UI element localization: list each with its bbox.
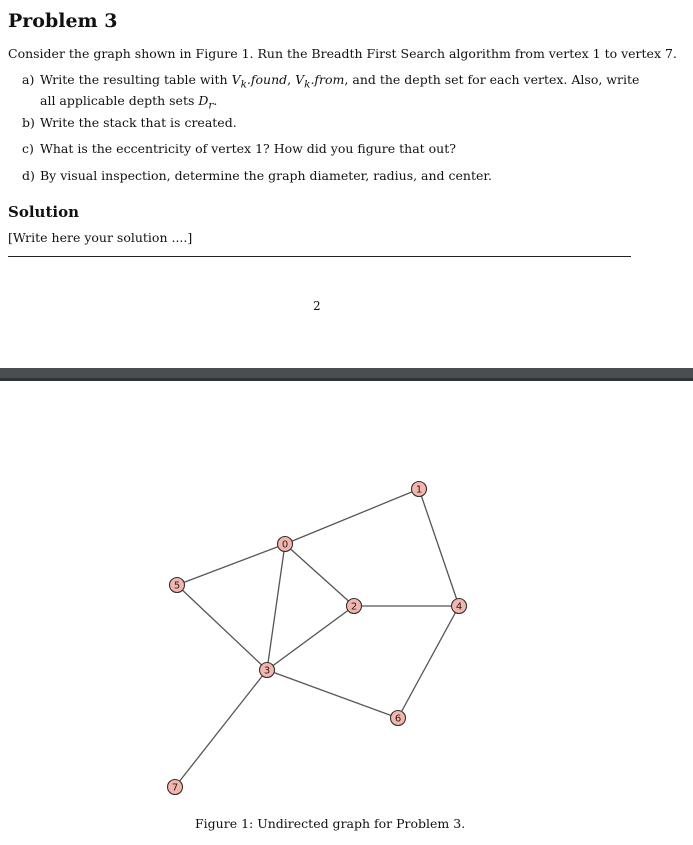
question-d [22, 168, 640, 184]
graph-vertex-label: 3 [263, 665, 271, 677]
question-b-label: b) [22, 115, 35, 130]
question-a [22, 72, 640, 113]
question-a-label: a) [22, 72, 35, 87]
graph-vertex-label: 4 [455, 601, 463, 613]
question-d-text: By visual inspection, determine the graph diameter, radius, and center. [40, 168, 492, 183]
graph-vertex-label: 7 [171, 782, 179, 794]
question-a-text: Write the resulting table with $V_k.found$, $V_k.from$, and the depth set for each vertex. Also, write all applicable depth sets $D_r$. [40, 72, 640, 111]
question-b [22, 115, 640, 131]
graph-edge-1-4 [419, 489, 459, 606]
solution-title: Solution [8, 203, 79, 221]
question-c-text: What is the eccentricity of vertex 1? How did you figure that out? [40, 141, 456, 156]
problem-intro: Consider the graph shown in Figure 1. Run the Breadth First Search algorithm from vertex 1 to vertex 7. [8, 46, 677, 61]
graph-vertex-5 [170, 578, 185, 593]
graph-edge-0-5 [177, 544, 285, 585]
graph-edge-0-2 [285, 544, 354, 606]
graph-vertex-2 [347, 599, 362, 614]
graph-vertex-0 [278, 537, 293, 552]
graph-edge-0-1 [285, 489, 419, 544]
graph-vertex-4 [452, 599, 467, 614]
figure-caption: Figure 1: Undirected graph for Problem 3. [195, 816, 466, 831]
graph-vertex-label: 1 [415, 484, 423, 496]
solution-text[interactable]: [Write here your solution ....] [8, 230, 193, 245]
graph-edge-5-3 [177, 585, 267, 670]
question-c [22, 141, 640, 157]
graph-edge-2-3 [267, 606, 354, 670]
question-b-text: Write the stack that is created. [40, 115, 237, 130]
page-number: 2 [313, 299, 321, 313]
graph-figure [0, 381, 693, 811]
graph-vertex-1 [412, 482, 427, 497]
problem-title: Problem 3 [8, 10, 118, 32]
graph-vertex-3 [260, 663, 275, 678]
horizontal-rule [8, 256, 631, 257]
graph-vertex-label: 2 [350, 601, 358, 613]
graph-edge-3-6 [267, 670, 398, 718]
graph-edge-4-6 [398, 606, 459, 718]
graph-vertex-label: 5 [173, 580, 181, 592]
question-c-label: c) [22, 141, 34, 156]
question-d-label: d) [22, 168, 35, 183]
page-separator [0, 368, 693, 381]
graph-vertex-7 [168, 780, 183, 795]
graph-edge-3-7 [175, 670, 267, 787]
graph-edge-0-3 [267, 544, 285, 670]
graph-vertex-label: 0 [281, 539, 289, 551]
graph-vertex-6 [391, 711, 406, 726]
page-1 [0, 0, 693, 368]
graph-vertex-label: 6 [394, 713, 402, 725]
